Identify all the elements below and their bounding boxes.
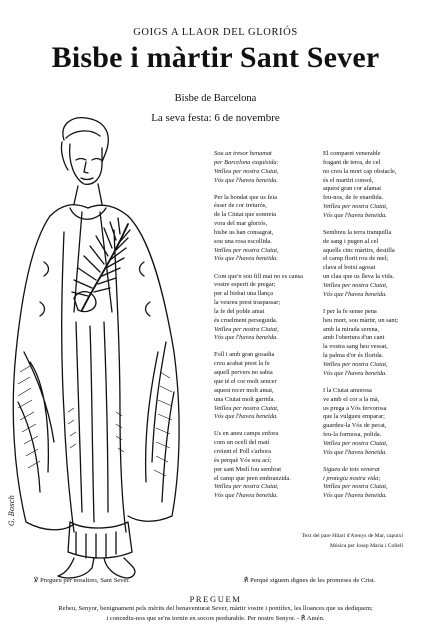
refrain-line: Vós que l'haveu beneïda. <box>214 255 278 263</box>
verse-line: el camp que pren embranzida. <box>214 474 291 482</box>
stanza <box>323 229 427 300</box>
refrain-line: Vós que l'haveu beneïda. <box>323 448 387 456</box>
text-author-credit: Text del pare Hilari d'Arenys de Mar, caputxí <box>301 533 403 539</box>
verse-line: una Ciutat molt garrida. <box>214 395 276 403</box>
verse-line: aquest gran cor afamat <box>323 185 382 193</box>
verse-line: fragant de terra, de cel <box>323 158 381 166</box>
verse-line: vostre esperit de pregar; <box>214 281 276 289</box>
refrain-line: Vetlleu per nostra Ciutat, <box>323 282 388 289</box>
refrain-line: Vós que l'haveu beneïda. <box>214 413 278 421</box>
refrain-line: Vós que l'haveu beneïda. <box>214 492 278 500</box>
verse-line: un clau que us lleva la vida. <box>323 273 395 281</box>
refrain-line: Vós que l'haveu beneïda. <box>323 492 387 500</box>
verse-line: Per la bondat que us feia <box>214 193 277 201</box>
verse-line: I la Ciutat amorosa <box>323 386 372 394</box>
verse-line: El comparet venerable <box>323 150 381 157</box>
stanza <box>214 273 320 344</box>
verse-line: la palma d'or és florida. <box>323 352 384 360</box>
refrain-line: Vós que l'haveu beneïda. <box>323 211 387 219</box>
verse-line: vora del mar gloriós, <box>214 220 268 228</box>
refrain-line: Vetlleu per nostra Ciutat, <box>323 483 388 491</box>
verse-line: amb la mirada serena, <box>323 325 380 333</box>
music-author-credit: Música per Josep Maria i Collell <box>329 543 403 549</box>
refrain-line: Vetlleu per nostra Ciutat, <box>214 325 279 333</box>
verse-line: creient el Poll s'arbora <box>214 448 272 456</box>
verse-line: ve amb el cor a la mà, <box>323 395 380 403</box>
verse-line: de sang i pugen al cel <box>323 237 379 245</box>
verse-line: I per la fe sense pena <box>323 307 377 315</box>
refrain-line: per Barcelona exquisida: <box>214 158 279 166</box>
refrain-line: Sigueu de tots venerat <box>323 465 380 473</box>
stanza <box>214 351 320 422</box>
verse-line: aquest recer molt amat, <box>214 386 274 394</box>
verse-line: la veureu prest traspassar; <box>214 299 281 307</box>
feast-day: La seva festa: 6 de novembre <box>151 112 280 124</box>
verse-line: el camp florit rou de mel; <box>323 255 389 263</box>
verse-line: no creu la mort cap obstacle, <box>323 167 397 175</box>
saint-with-palm-icon <box>4 112 210 590</box>
stanza <box>323 387 427 458</box>
verse-line: la fe del poble amat <box>214 307 265 315</box>
verse-line: ésser de cor treturós, <box>214 202 267 210</box>
verse-line: Com que'n sou fill mai no es cansa <box>214 272 304 280</box>
verse-line: feu-la formosa, polida. <box>323 431 382 439</box>
pretitle: GOIGS A LLAOR DEL GLORIÓS <box>133 27 298 38</box>
verse-line: creu acabat prest la fe <box>214 360 270 368</box>
verse-line: bisbe us han consagrat, <box>214 228 274 236</box>
verse-line: és cruelment perseguida. <box>214 316 278 324</box>
verse-line: Sembreu la terra tranquilla <box>323 228 392 236</box>
prayer-line: Rebeu, Senyor, benignament pels mèrits del benaventurat Sever, màrtir vostre i pontífex, les lloances que us dediquem; <box>58 605 373 612</box>
page-title: Bisbe i màrtir Sant Sever <box>51 41 380 74</box>
verse-line: per al bisbat una llança <box>214 290 273 298</box>
refrain-line: Vós que l'haveu beneïda. <box>214 334 278 342</box>
refrain-line: Vetlleu per nostra Ciutat, <box>214 483 279 491</box>
verse-line: heu mort, sou màrtir, un sant; <box>323 316 399 324</box>
verse-line: clava el botxí agosat <box>323 264 376 272</box>
verse-line: la vostra sang heu vessat, <box>323 343 388 351</box>
verse-line: feu-nos, de fe enardida. <box>323 194 384 202</box>
verse-line: per sant Medí fou sembrat <box>214 465 282 473</box>
verse-line: guardeu-la Vós de pecat, <box>323 422 387 430</box>
stanza <box>323 466 427 501</box>
verse-line: de la Ciutat que somreia <box>214 211 277 219</box>
verses-column-right <box>323 150 427 509</box>
verse-line: amb l'obertura d'un cant <box>323 334 385 342</box>
versicle: ℣ Pregueu per nosaltres, Sant Sever. <box>34 577 130 584</box>
stanza <box>323 308 427 379</box>
credits <box>302 531 403 551</box>
refrain-line: Vós que l'haveu beneïda. <box>323 369 387 377</box>
prayer-line: i concediu-nos que se'ns tornin en socors perdurable. Per nostre Senyor. - ℟ Amén. <box>106 615 325 622</box>
refrain-line: i protegiu nostra vida; <box>323 474 381 482</box>
verse-line: Us en aneu camps enfora <box>214 430 279 438</box>
refrain-line: Vetlleu per nostra Ciutat, <box>323 360 388 368</box>
refrain-line: Vós que l'haveu beneïda. <box>214 176 278 184</box>
prayer-title: PREGUEM <box>189 594 242 604</box>
verse-line: és el martiri consol, <box>323 176 374 184</box>
stanza <box>214 194 320 265</box>
refrain-line: Vetlleu per nostra Ciutat, <box>214 404 279 412</box>
refrain-line: Vetlleu per nostra Ciutat, <box>214 246 279 254</box>
subtitle: Bisbe de Barcelona <box>174 93 257 104</box>
svg-text:G. Bosch: G. Bosch <box>8 494 16 526</box>
stanza <box>323 150 427 221</box>
verse-line: sou una rosa escollida. <box>214 237 272 245</box>
verse-line: és perquè Vós sou ací; <box>214 456 272 464</box>
verse-line: aquells cinc màrtirs, destilla <box>323 246 395 254</box>
verse-line: com un ocell del matí <box>214 439 270 447</box>
refrain-line: Sou un tresor benamat <box>214 150 272 157</box>
verse-line: que té el cor molt sencer <box>214 377 277 385</box>
stanza <box>214 150 320 185</box>
verse-line: que la vulgueu emparar; <box>323 413 385 421</box>
stanza <box>214 430 320 501</box>
refrain-line: Vetlleu per nostra Ciutat, <box>214 167 279 175</box>
response: ℟ Perquè siguem dignes de les promeses de Crist. <box>244 577 376 584</box>
verse-line: us prega a Vós fervorosa <box>323 404 387 412</box>
refrain-line: Vós que l'haveu beneïda. <box>323 290 387 298</box>
verses-column-left <box>214 150 320 509</box>
refrain-line: Vetlleu per nostra Ciutat, <box>323 439 388 447</box>
verse-line: aquell pervers no sabia <box>214 369 273 377</box>
refrain-line: Vetlleu per nostra Ciutat, <box>323 203 388 211</box>
verse-line: Foll i amb gran gosadia <box>214 351 275 359</box>
